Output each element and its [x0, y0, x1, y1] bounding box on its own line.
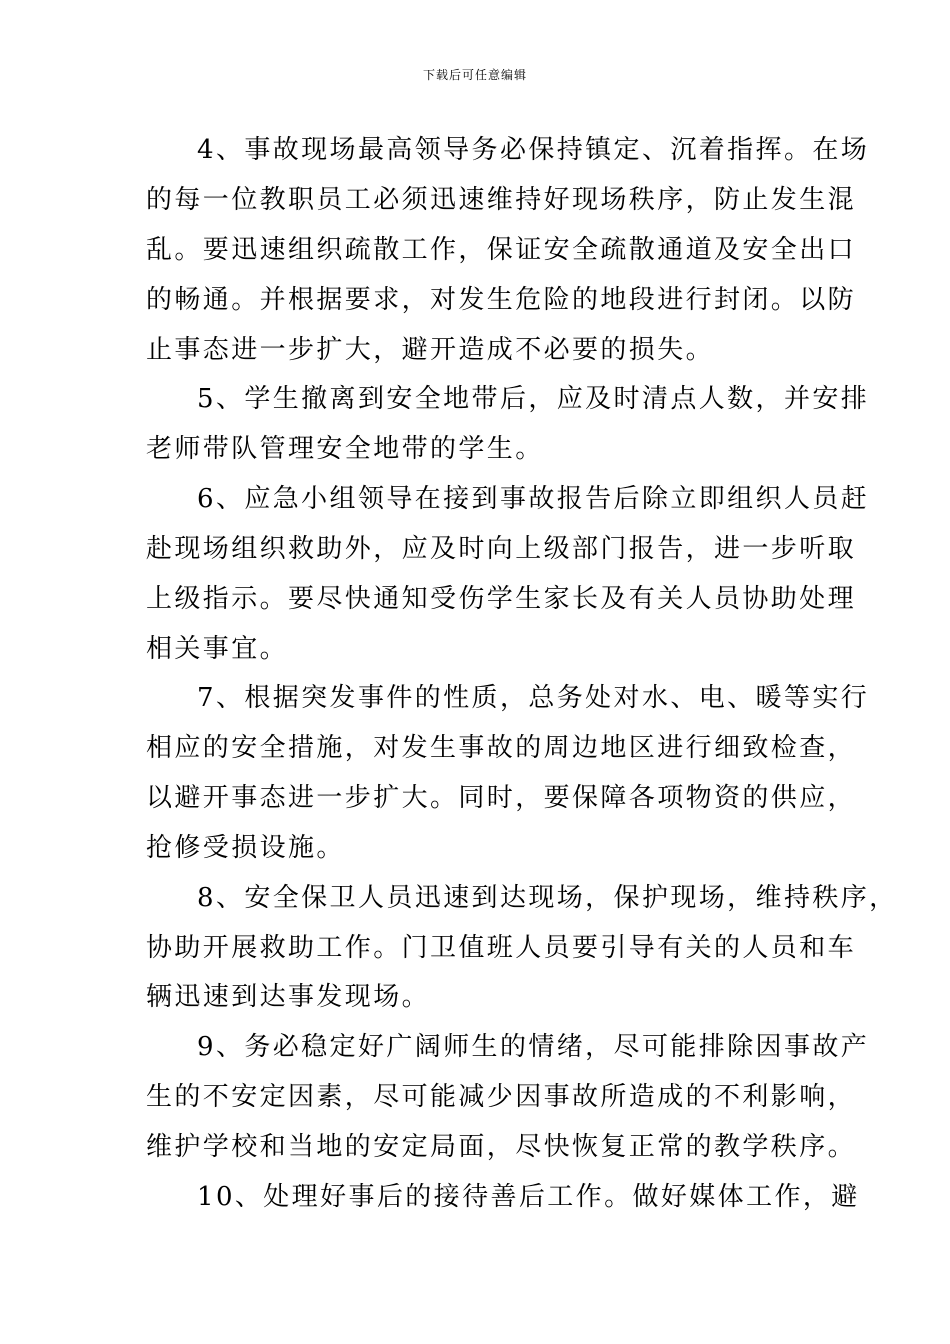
header-note: 下载后可任意编辑 [422, 68, 527, 82]
text-line: 4、事故现场最高领导务必保持镇定、沉着指挥。在场 [197, 135, 870, 165]
text-line: 7、根据突发事件的性质，总务处对水、电、暖等实行 [197, 683, 870, 713]
text-line: 9、务必稳定好广阔师生的情绪，尽可能排除因事故产 [197, 1032, 870, 1062]
text-line: 协助开展救助工作。门卫值班人员要引导有关的人员和车 [146, 933, 857, 963]
text-line: 8、安全保卫人员迅速到达现场，保护现场，维持秩序， [197, 883, 898, 913]
text-line: 相关事宜。 [146, 634, 289, 664]
text-line: 抢修受损设施。 [146, 833, 345, 863]
text-line: 5、学生撤离到安全地带后，应及时清点人数，并安排 [197, 384, 870, 414]
text-line: 以避开事态进一步扩大。同时，要保障各项物资的供应， [146, 783, 857, 813]
text-line: 10、处理好事后的接待善后工作。做好媒体工作，避 [197, 1182, 860, 1212]
text-line: 维护学校和当地的安定局面，尽快恢复正常的教学秩序。 [146, 1132, 857, 1162]
text-line: 相应的安全措施，对发生事故的周边地区进行细致检查， [146, 733, 857, 763]
text-line: 生的不安定因素，尽可能减少因事故所造成的不利影响， [146, 1082, 857, 1112]
text-line: 赴现场组织救助外，应及时向上级部门报告，进一步听取 [146, 534, 857, 564]
text-line: 上级指示。要尽快通知受伤学生家长及有关人员协助处理 [146, 584, 857, 614]
text-line: 辆迅速到达事发现场。 [146, 982, 431, 1012]
text-line: 老师带队管理安全地带的学生。 [146, 434, 544, 464]
text-line: 的每一位教职员工必须迅速维持好现场秩序，防止发生混 [146, 185, 857, 215]
text-line: 6、应急小组领导在接到事故报告后除立即组织人员赶 [197, 484, 870, 514]
text-line: 乱。要迅速组织疏散工作，保证安全疏散通道及安全出口 [146, 235, 857, 265]
text-line: 止事态进一步扩大，避开造成不必要的损失。 [146, 335, 715, 365]
text-line: 的畅通。并根据要求，对发生危险的地段进行封闭。以防 [146, 285, 857, 315]
